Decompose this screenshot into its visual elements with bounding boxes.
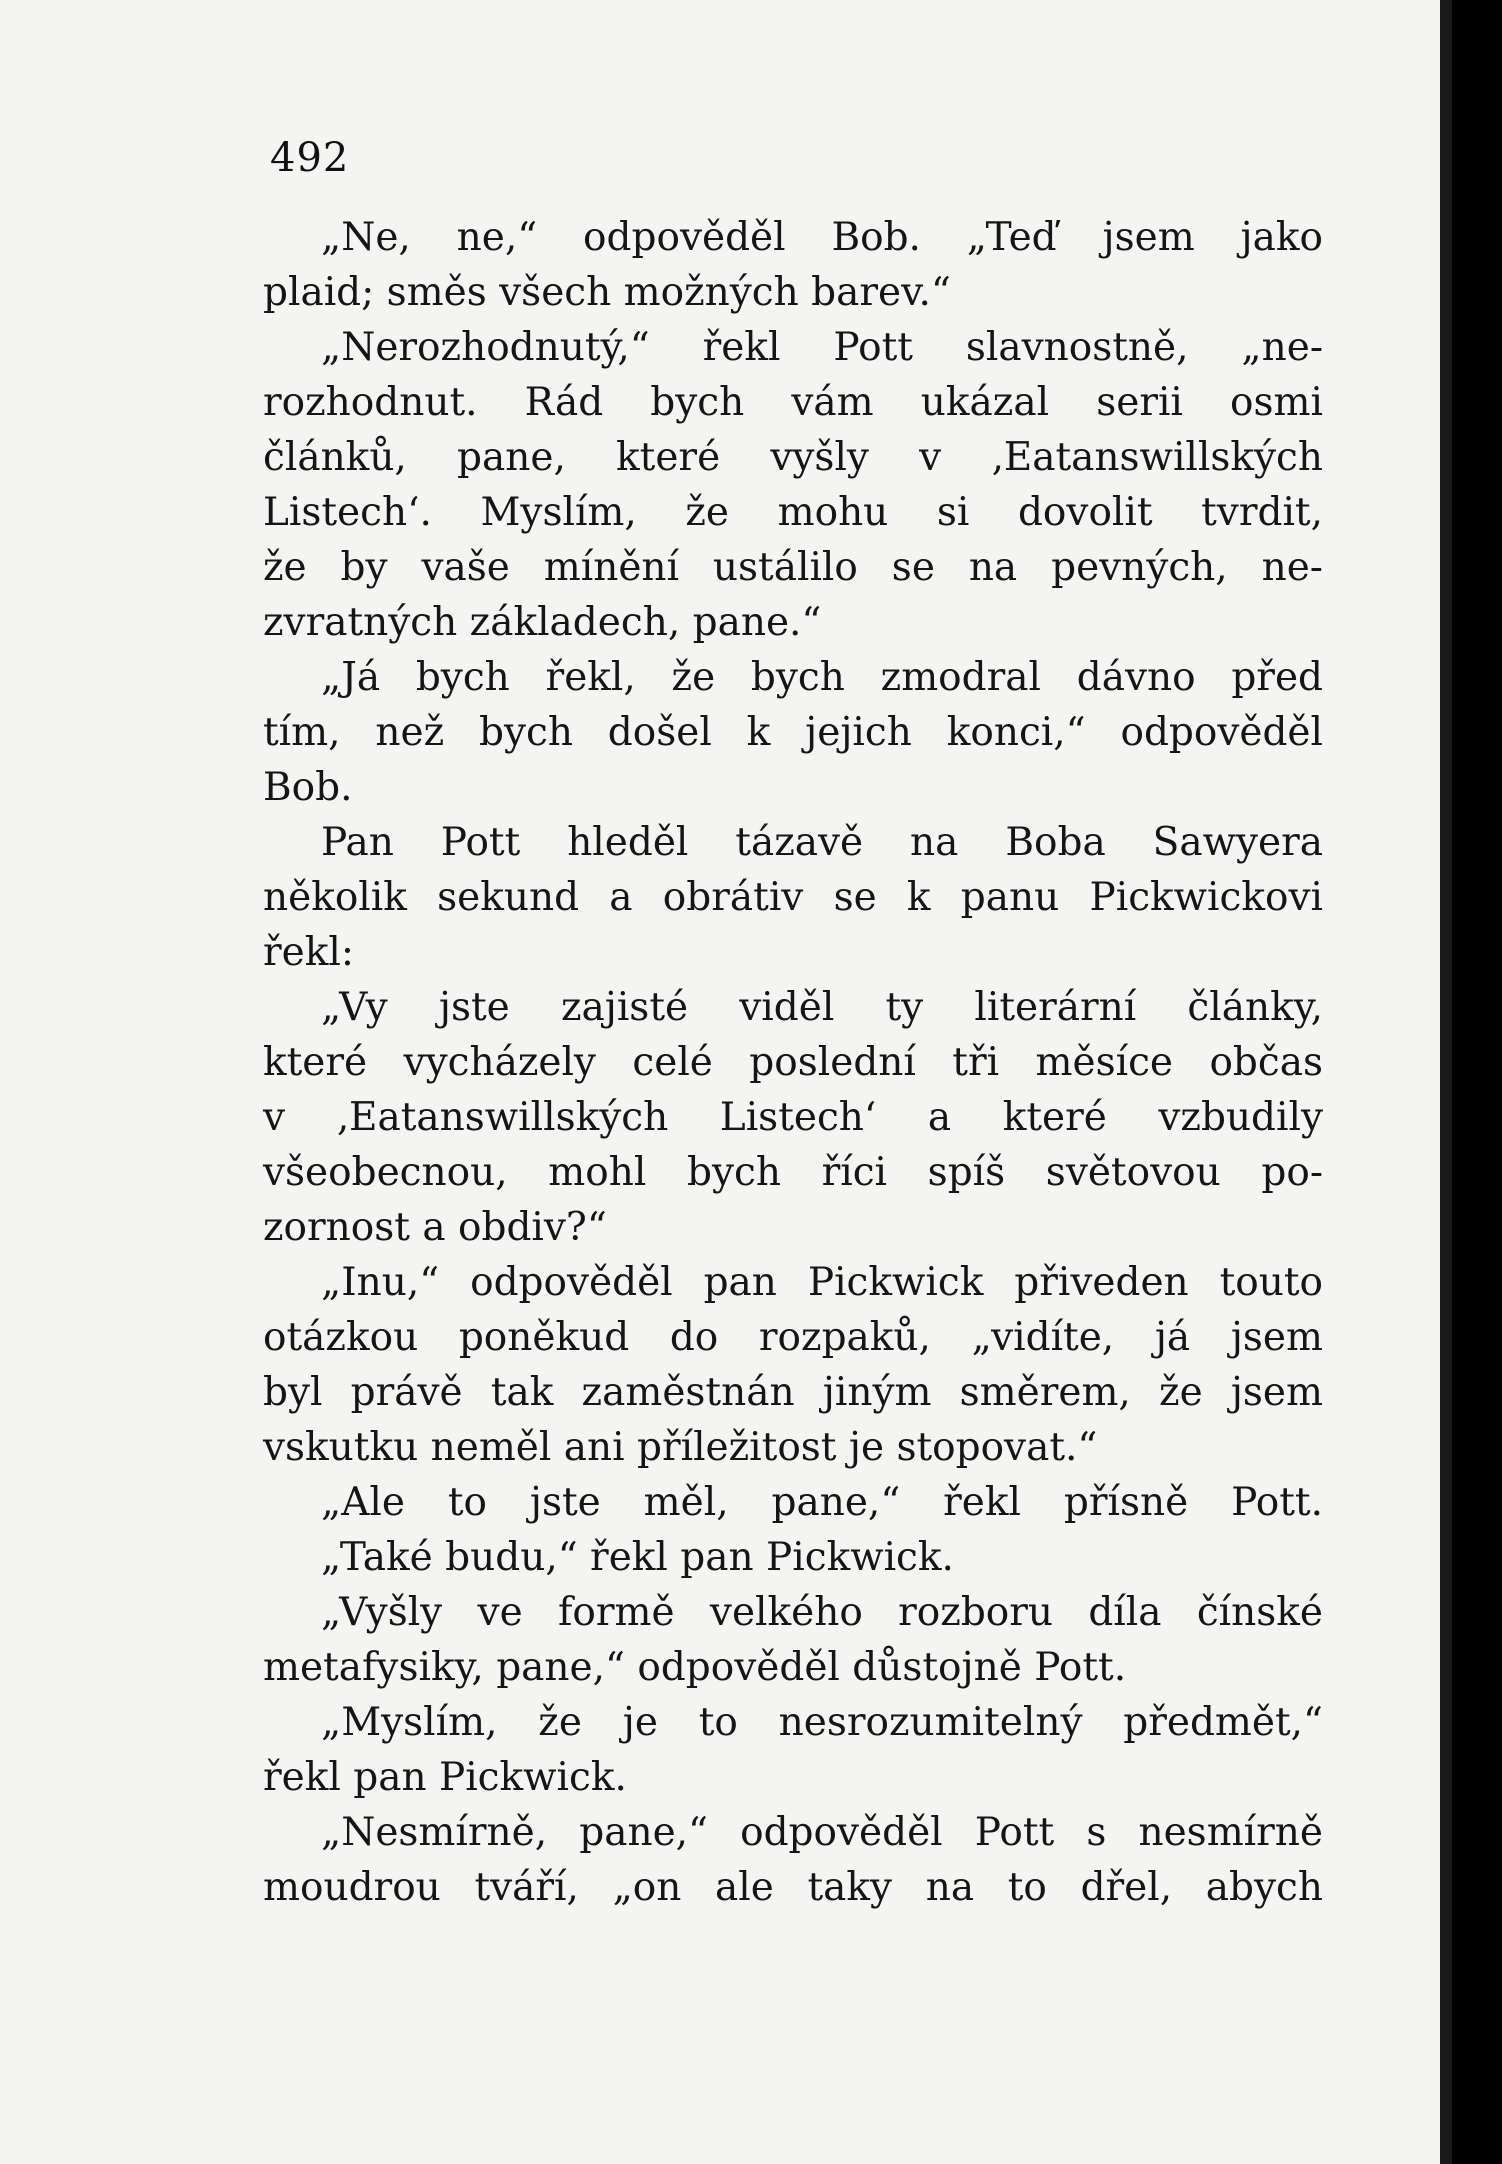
- text-line: „Nesmírně, pane,“ odpověděl Pott s nesmírně: [321, 1810, 1323, 1855]
- text-line: metafysiky, pane,“ odpověděl důstojně Pott.: [263, 1645, 1127, 1690]
- text-line: otázkou poněkud do rozpaků, „vidíte, já jsem: [263, 1315, 1323, 1360]
- body-text: [263, 210, 1323, 1915]
- page-edge-shadow: [1440, 0, 1452, 2164]
- text-line: „Také budu,“ řekl pan Pickwick.: [321, 1535, 954, 1580]
- text-line: že by vaše mínění ustálilo se na pevných, ne-: [263, 545, 1323, 590]
- text-line: Bob.: [263, 765, 353, 810]
- text-line: článků, pane, které vyšly v ‚Eatanswillských: [263, 435, 1323, 480]
- text-line: řekl pan Pickwick.: [263, 1755, 627, 1800]
- text-line: „Inu,“ odpověděl pan Pickwick přiveden touto: [321, 1260, 1323, 1305]
- text-line: tím, než bych došel k jejich konci,“ odpověděl: [263, 710, 1323, 755]
- text-line: „Nerozhodnutý,“ řekl Pott slavnostně, „ne-: [321, 325, 1323, 370]
- text-line: které vycházely celé poslední tři měsíce občas: [263, 1040, 1323, 1085]
- text-line: „Vy jste zajisté viděl ty literární články,: [321, 985, 1323, 1030]
- text-line: „Ale to jste měl, pane,“ řekl přísně Pott.: [321, 1480, 1323, 1525]
- text-line: zornost a obdiv?“: [263, 1205, 607, 1250]
- text-line: byl právě tak zaměstnán jiným směrem, že jsem: [263, 1370, 1323, 1415]
- text-line: vskutku neměl ani příležitost je stopovat.“: [263, 1425, 1098, 1470]
- text-line: moudrou tváří, „on ale taky na to dřel, abych: [263, 1865, 1323, 1910]
- text-line: zvratných základech, pane.“: [263, 600, 822, 645]
- text-line: „Myslím, že je to nesrozumitelný předmět,“: [321, 1700, 1323, 1745]
- text-line: v ‚Eatanswillských Listech‘ a které vzbudily: [263, 1095, 1323, 1140]
- page-number: 492: [270, 135, 350, 181]
- text-line: „Ne, ne,“ odpověděl Bob. „Teď jsem jako: [321, 215, 1323, 260]
- text-line: „Vyšly ve formě velkého rozboru díla čínské: [321, 1590, 1323, 1635]
- text-line: Pan Pott hleděl tázavě na Boba Sawyera: [321, 820, 1323, 865]
- text-line: „Já bych řekl, že bych zmodral dávno před: [321, 655, 1323, 700]
- text-line: řekl:: [263, 930, 354, 975]
- text-line: rozhodnut. Rád bych vám ukázal serii osmi: [263, 380, 1323, 425]
- text-line: několik sekund a obrátiv se k panu Pickwickovi: [263, 875, 1323, 920]
- text-line: Listech‘. Myslím, že mohu si dovolit tvrdit,: [263, 490, 1323, 535]
- text-line: plaid; směs všech možných barev.“: [263, 270, 951, 315]
- text-line: všeobecnou, mohl bych říci spíš světovou po-: [263, 1150, 1323, 1195]
